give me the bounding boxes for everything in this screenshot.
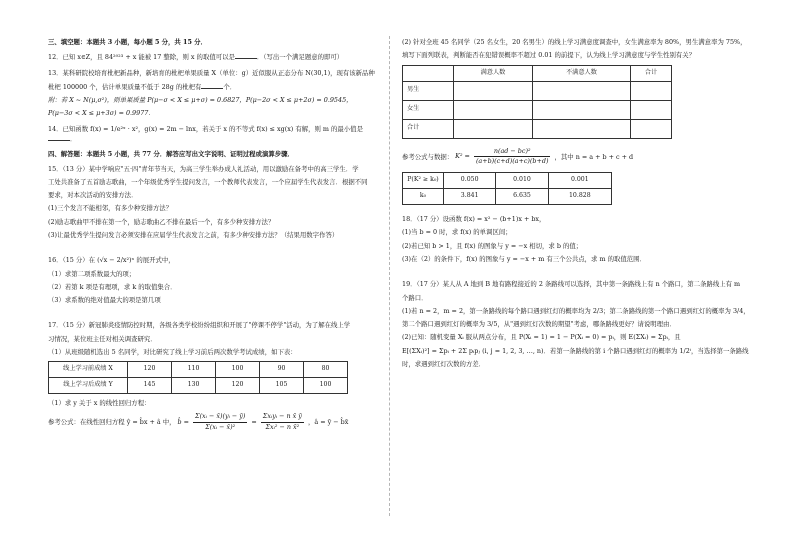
question-16-stem: 16．（15 分）在 (√x − 2/x²)ⁿ 的展开式中， [48,256,175,265]
question-13-note-2: P(μ−3σ < X ≤ μ+3σ) = 0.9977． [48,109,155,118]
table-row [403,119,672,138]
question-17-2-line-1: (2) 针对全班 45 名同学（25 名女生，20 名男生）的线上学习满意度调查中，女生满意率为 80%，男生满意率为 75%， [402,38,747,46]
question-15-line-3: 要求，对本次活动的安排方法． [48,191,138,200]
column-header: 满意人数 [454,65,533,81]
question-15-part-1: (1)三个发言不能相邻，有多少种安排方法？ [48,204,173,213]
table-cell: 90 [260,362,304,378]
empty-answer-cell[interactable] [454,100,533,119]
row-label: 女生 [403,100,454,119]
question-19-part-1b: 第二个路口遇到红灯的概率为 3/5，从"遇到红灯次数的期望"考虑，哪条路线更好？请说明理由． [402,320,676,329]
section-4-heading: 四、解答题：本题共 5 小题，共 77 分．解答应写出文字说明、证明过程或演算步骤． [48,150,294,159]
empty-answer-cell[interactable] [630,119,671,138]
contingency-table [402,65,672,139]
question-18-part-1: (1)当 b = 0 时，求 f(x) 的单调区间； [402,228,512,237]
question-16-part-2: （2）若第 k 项是有理项，求 k 的取值集合． [48,282,177,291]
question-15-part-3: (3)让最优秀学生提问发言必须安排在应届学生代表发言之前，有多少种安排方法？（结果用数字作答） [48,230,339,239]
column-header: 合计 [630,65,671,81]
question-15-line-1: 15．（13 分）某中学响应"五·四"青年节当天，为高三学生举办成人礼活动，用以激励在备考中的高三学生．学 [48,164,359,173]
question-19-part-2b: E[(ΣXᵢ)²] = Σpᵢ + 2Σ pᵢpⱼ (i, j = 1, 2, 3, …, n)．若第一条路线的第 i 个路口遇到红灯的概率为 1/2ⁱ，当选择第一条路线 [402,346,749,355]
empty-answer-cell[interactable] [532,100,630,119]
question-19-part-2a: (2)已知：随机变量 Xᵢ 服从两点分布，且 P(Xᵢ = 1) = 1 − P(Xᵢ = 0) = pᵢ，则 E(ΣXᵢ) = Σpᵢ，且 [402,333,681,342]
table-row: k₀ 3.841 6.635 10.828 [403,189,612,205]
question-19-line-2: 个路口． [402,293,428,302]
left-column [48,38,376,513]
answer-blank-14[interactable] [48,134,70,141]
answer-blank-12[interactable] [235,52,257,59]
table-cell: 120 [216,378,260,394]
b-hat-formula: b̂ = $\frac{\text{Σ(xᵢ − x̄)(yᵢ − ȳ)}}{\text{Σ(xᵢ − x̄)²}}$ = $\frac{\text{Σxᵢyᵢ − n x̄ ȳ}}{\text{Σxᵢ² − n x̄²}}$ [177,412,302,431]
question-17-part-1: （1）从班级随机选出 5 名同学，对比研究了线上学习前后两次数学考试成绩，如下表： [48,347,297,356]
question-13-line-2: 枇杷 100000 个，估计单果质量不低于 28g 的枇杷有 个． [48,82,237,91]
question-18-stem: 18．（17 分）设函数 f(x) = x² − (b+1)x + bx， [402,215,546,224]
question-12: 12．已知 x∈Z，且 84²⁰²³ + x 能被 17 整除，则 x 的取值可以是 ．（写出一个满足题意的即可） [48,53,344,62]
table-cell: 110 [172,362,216,378]
question-19-line-1: 19．（17 分）某人从 A 地到 B 地有路程接近的 2 条路线可以选择，其中第一条路线上有 n 个路口，第二条路线上有 m [402,280,741,289]
column-divider [389,36,390,516]
regression-formula: 参考公式：在线性回归方程 ŷ = b̂x + â 中， b̂ = $\frac{\text{Σ(xᵢ − x̄)(yᵢ − ȳ)}}{\text{Σ(xᵢ − x̄)²}}$ = $\frac{\text{Σxᵢyᵢ − n x̄ ȳ}}{\text{Σxᵢ² − n x̄²}}$ ，â = ȳ − b̂x̄ [48,412,349,431]
question-19-part-2c: 时，求遇到红灯次数的方差． [402,359,486,368]
section-3-heading: 三、填空题：本题共 3 小题，每小题 5 分，共 15 分． [48,38,207,46]
question-17-2-line-2: 填写下面列联表，判断能否在犯错误概率不超过 0.01 的前提下，认为线上学习满意度与学生性别有关？ [402,51,696,60]
scores-table [48,361,348,394]
empty-answer-cell[interactable] [532,119,630,138]
question-17-line-2: 习情况，某位班主任对相关调查研究． [48,334,157,343]
table-cell: 105 [260,378,304,394]
row-label: 男生 [403,81,454,100]
question-18-part-2: (2)若已知 b > 1，且 f(x) 的图象与 y = −x 相切，求 b 的值； [402,241,583,250]
question-17-regression: （1）求 y 关于 x 的线性回归方程： [48,399,151,408]
question-13-note-1: 附：若 X ~ N(μ,σ²)，则单果质量 P(μ−σ < X ≤ μ+σ) = 0.6827，P(μ−2σ < X ≤ μ+2σ) = 0.9545， [48,96,353,105]
table-cell: 100 [216,362,260,378]
question-19-part-1a: (1)若 n = 2，m = 2，第一条路线的每个路口遇到红灯的概率均为 2/3；第二条路线的第一个路口遇到红灯的概率为 3/4， [402,306,750,315]
table-cell: 100 [304,378,348,394]
table-row: P(K² ≥ k₀) 0.050 0.010 0.001 [403,173,612,189]
table-row [49,378,348,394]
row-label: 线上学习前成绩 X [49,362,128,378]
question-15-part-2: (2)励志歌曲甲不排在第一个，励志歌曲乙不排在最后一个，有多少种安排方法？ [48,217,275,226]
row-label: 线上学习后成绩 Y [49,378,128,394]
table-row [403,100,672,119]
column-header: 不满意人数 [532,65,630,81]
question-17-line-1: 17．（15 分）新冠肺炎疫情防控时期，各级各类学校纷纷组织和开展了"停课不停学"活动，为了解在线上学 [48,321,351,330]
table-cell: 80 [304,362,348,378]
empty-answer-cell[interactable] [532,81,630,100]
question-18-part-3: (3)在（2）的条件下，f(x) 的图象与 y = −x + m 有三个公共点，求 m 的取值范围． [402,254,646,263]
table-row [49,362,348,378]
chi-square-formula: 参考公式与数据： K² = $\frac{\text{n(ad − bc)²}}{(a+b)(c+d)(a+c)(b+d)}$ ，其中 n = a + b + c + d [402,146,634,165]
empty-answer-cell[interactable] [454,81,533,100]
right-column [402,38,752,513]
table-cell: 130 [172,378,216,394]
question-16-part-3: （3）求系数的绝对值最大的项是第几项 [48,296,161,305]
empty-answer-cell[interactable] [630,81,671,100]
column-header [403,65,454,81]
table-cell: 145 [128,378,172,394]
empty-answer-cell[interactable] [454,119,533,138]
row-label: 合计 [403,119,454,138]
empty-answer-cell[interactable] [630,100,671,119]
table-cell: 120 [128,362,172,378]
answer-blank-13[interactable] [201,82,223,89]
question-16-part-1: （1）求第二项系数最大的项； [48,269,136,278]
question-14: 14．已知函数 f(x) = 1/e²ˣ · x²，g(x) = 2m − lnx，若关于 x 的不等式 f(x) ≤ xg(x) 有解，则 m 的最小值是． [48,124,363,143]
question-13-line-1: 13．某科研院校培育枇杷新品种，新培育的枇杷单果质量 X（单位：g）近似服从正态分布 N(30,1)，现有该新品种 [48,68,375,77]
question-15-line-2: 工处共准备了五首励志歌曲，一个年级优秀学生提问发言，一个教师代表发言，一个应届学生代表发言．根据不同 [48,177,368,186]
table-row [403,81,672,100]
critical-value-table [402,172,612,205]
